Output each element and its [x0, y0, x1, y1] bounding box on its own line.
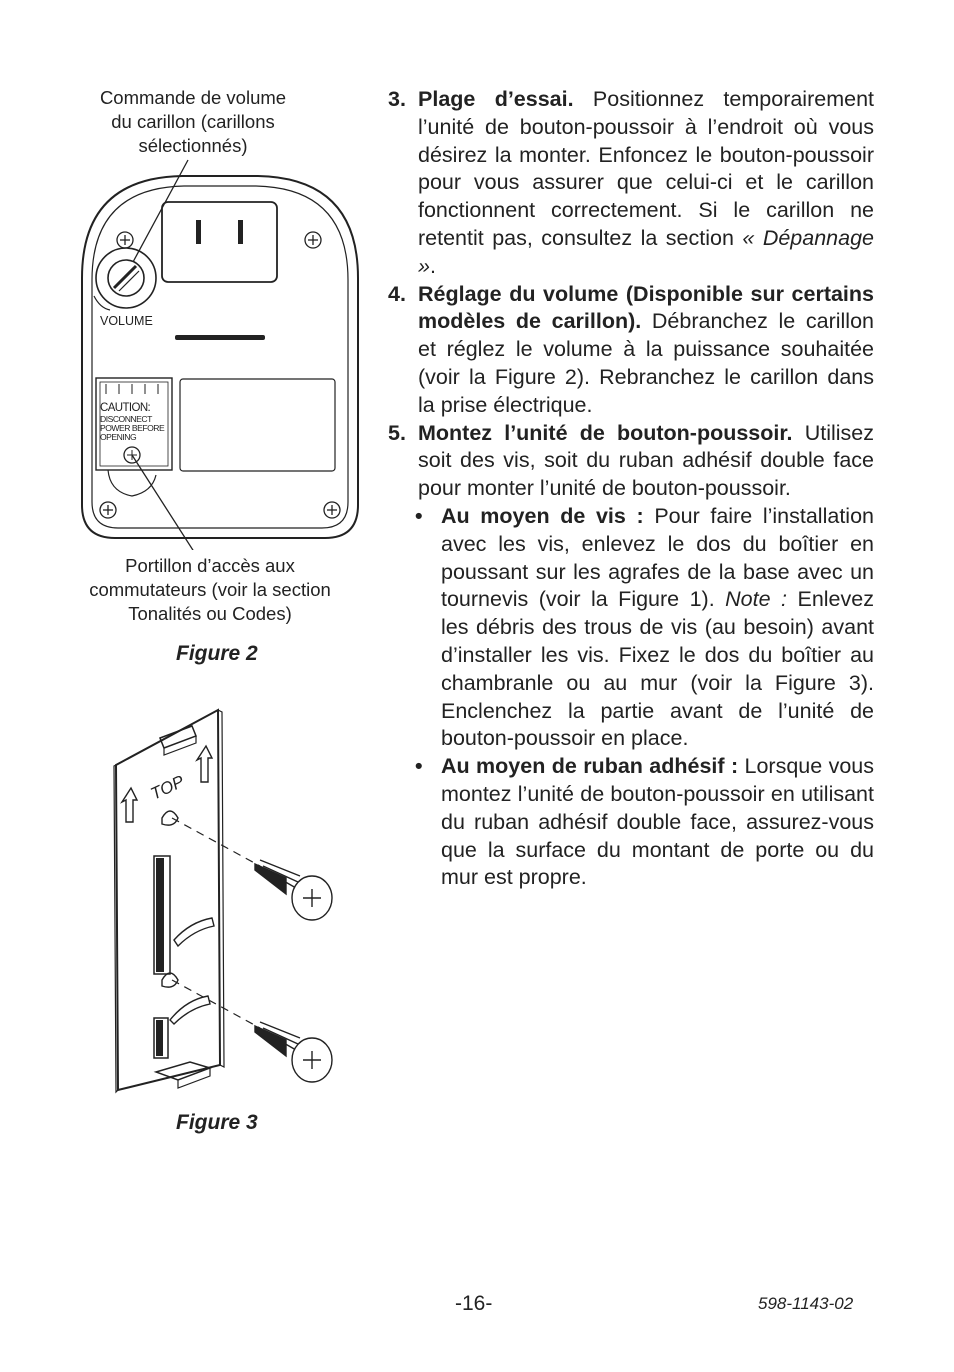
step-5: 5. Montez l’unité de bouton-poussoir. Utilisez soit des vis, soit du ruban adhésif double face pour monter l’unité de bouton-poussoir.: [388, 420, 874, 501]
document-code: 598-1143-02: [758, 1294, 854, 1313]
figure-2-caption: Figure 2: [176, 642, 258, 665]
figure-3-caption: Figure 3: [176, 1111, 258, 1134]
volume-label: VOLUME: [100, 314, 153, 328]
svg-text:POWER BEFORE: POWER BEFORE: [100, 423, 165, 433]
figure-2-chime-back: [70, 150, 370, 550]
caution-title: CAUTION:: [100, 402, 151, 414]
top-label: TOP: [147, 771, 188, 804]
callout-switch-door: Portillon d’accès aux commutateurs (voir la section Tonalités ou Codes): [89, 555, 331, 624]
page-number: -16-: [455, 1292, 493, 1315]
callout-volume-control: Commande de volume du carillon (carillons sélectionnés): [99, 87, 287, 156]
step-3: 3. Plage d’essai. Positionnez temporairement l’unité de bouton-poussoir à l’endroit où vous désirez la monter. Enfoncez le bouton-poussoir pour vous assurer que celui-ci et le carillon fonctionnent correctement. Si le carillon ne retentit pas, consultez la section « Dépannage ».: [388, 87, 874, 278]
figure-3-mounting: [100, 700, 340, 1100]
instructions-column: [388, 86, 874, 892]
bullet-screws: • Au moyen de vis : Pour faire l’installation avec les vis, enlevez le dos du boîtier en poussant sur les agrafes de la base avec un tournevis (voir la Figure 1). Note : Enlevez les débris des trous de vis (au besoin) avant d’installer les vis. Fixez le dos du boîtier au chambranle ou au mur (voir la Figure 3). Enclenchez la partie avant de l’unité de bouton-poussoir en place.: [415, 503, 874, 751]
svg-text:OPENING: OPENING: [100, 432, 137, 442]
step-4: 4. Réglage du volume (Disponible sur certains modèles de carillon). Débranchez le carillon et réglez le volume à la puissance souhaitée (voir la Figure 2). Rebranchez le carillon dans la prise électrique.: [388, 281, 874, 417]
bullet-adhesive-tape: • Au moyen de ruban adhésif : Lorsque vous montez l’unité de bouton-poussoir en utilisant du ruban adhésif double face, assurez-vous que la surface du montant de porte ou du mur est propre.: [415, 754, 874, 890]
svg-text:DISCONNECT: DISCONNECT: [100, 414, 152, 424]
